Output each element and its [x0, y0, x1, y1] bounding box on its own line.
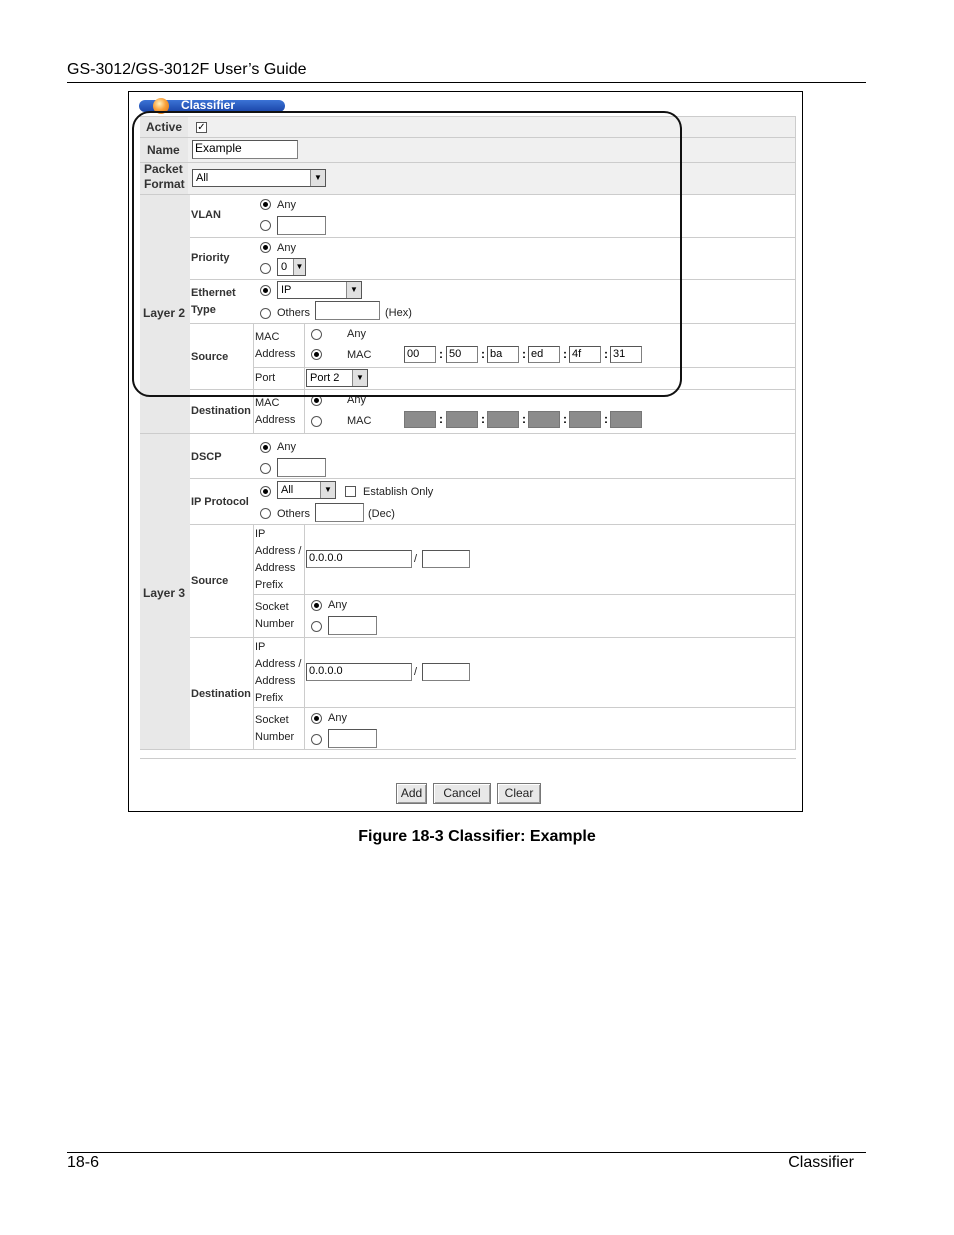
mac-separator: :: [522, 412, 526, 426]
chevron-down-icon: ▼: [346, 282, 361, 298]
l3-dst-socket-any-radio[interactable]: [311, 713, 322, 724]
grid-line: [140, 758, 796, 759]
add-button[interactable]: Add: [396, 783, 427, 804]
grid-line: [140, 433, 796, 434]
l3-dst-socket-any-label: Any: [328, 712, 347, 724]
grid-line: [795, 116, 796, 749]
l2-source-mac-label: MAC: [255, 331, 280, 343]
mac-separator: :: [439, 347, 443, 361]
dec-label: (Dec): [368, 508, 395, 520]
packet-label: Packet: [144, 162, 183, 176]
mac-separator: :: [604, 347, 608, 361]
highlight-outline: [132, 111, 682, 397]
priority-any-label: Any: [277, 242, 296, 254]
l3-src-address-label: Address /: [255, 545, 302, 557]
establish-only-checkbox[interactable]: [345, 486, 356, 497]
mac-separator: :: [481, 347, 485, 361]
footer-chapter: Classifier: [788, 1154, 854, 1171]
l3-src-socket-label: Socket: [255, 601, 289, 613]
l2-destination-label: Destination: [191, 405, 251, 417]
ip-protocol-label: IP Protocol: [191, 496, 249, 508]
dscp-input[interactable]: [277, 458, 326, 477]
ethernet-label: Ethernet: [191, 287, 236, 299]
footer-rule: [67, 1152, 866, 1153]
l3-src-address2-label: Address: [255, 562, 296, 574]
slash-separator: /: [414, 553, 418, 565]
l2-source-mac-text: MAC: [347, 349, 372, 361]
ip-protocol-others-radio[interactable]: [260, 508, 271, 519]
active-label: Active: [146, 120, 183, 134]
active-checkbox[interactable]: ✓: [197, 122, 206, 133]
l3-src-ip-input[interactable]: 0.0.0.0: [306, 550, 412, 568]
chevron-down-icon: ▼: [310, 170, 325, 186]
dst-mac-octet-2[interactable]: [446, 411, 478, 428]
l3-destination-label: Destination: [191, 688, 251, 700]
src-mac-octet-5[interactable]: 4f: [569, 346, 601, 363]
vlan-any-label: Any: [277, 199, 296, 211]
footer-page-number: 18-6: [67, 1154, 100, 1171]
grid-line: [253, 594, 796, 595]
dst-mac-octet-6[interactable]: [610, 411, 642, 428]
ip-protocol-value: All: [281, 484, 294, 496]
l3-dst-address-label: Address /: [255, 658, 302, 670]
mac-separator: :: [481, 412, 485, 426]
l3-src-socket-input[interactable]: [328, 616, 377, 635]
ip-protocol-others-input[interactable]: [315, 503, 364, 522]
clear-button[interactable]: Clear: [497, 783, 541, 804]
name-input[interactable]: Example: [192, 140, 298, 159]
chevron-down-icon: ▼: [352, 370, 367, 386]
l2-dest-mac-label: MAC: [255, 397, 280, 409]
dst-mac-octet-3[interactable]: [487, 411, 519, 428]
priority-value: 0: [281, 261, 288, 273]
type-label: Type: [191, 304, 216, 316]
l2-dest-address-label: Address: [255, 414, 296, 426]
grid-line: [253, 707, 796, 708]
l3-src-socket-any-label: Any: [328, 599, 347, 611]
ip-protocol-select[interactable]: [277, 481, 336, 499]
l2-source-address-label: Address: [255, 348, 296, 360]
l3-dst-prefix-input[interactable]: [422, 663, 470, 681]
grid-line: [190, 637, 796, 638]
chevron-down-icon: ▼: [320, 482, 335, 498]
l3-src-socket-value-radio[interactable]: [311, 621, 322, 632]
l3-dst-ip-input[interactable]: 0.0.0.0: [306, 663, 412, 681]
dst-mac-octet-1[interactable]: [404, 411, 436, 428]
src-mac-octet-6[interactable]: 31: [610, 346, 642, 363]
grid-line: [190, 478, 796, 479]
ethernet-others-label: Others: [277, 307, 311, 319]
l3-dst-ip-label: IP: [255, 641, 266, 653]
l2-dest-any-label: Any: [347, 394, 366, 406]
port-label: Port: [255, 372, 276, 384]
l2-dest-mac-text: MAC: [347, 415, 372, 427]
l3-src-number-label: Number: [255, 618, 295, 630]
ethernet-type-value: IP: [281, 284, 292, 296]
vlan-label: VLAN: [191, 209, 221, 221]
l3-dst-socket-input[interactable]: [328, 729, 377, 748]
grid-line: [253, 524, 254, 749]
cancel-button[interactable]: Cancel: [433, 783, 491, 804]
l3-dst-address2-label: Address: [255, 675, 296, 687]
slash-separator: /: [414, 666, 418, 678]
dscp-any-label: Any: [277, 441, 296, 453]
l2-source-label: Source: [191, 351, 229, 363]
header-rule: [67, 82, 866, 83]
src-mac-octet-1[interactable]: 00: [404, 346, 436, 363]
mac-separator: :: [439, 412, 443, 426]
name-label: Name: [147, 143, 180, 157]
packet-format-value: All: [196, 172, 209, 184]
header-title: GS-3012/GS-3012F User’s Guide: [67, 61, 307, 78]
dst-mac-octet-4[interactable]: [528, 411, 560, 428]
dscp-label: DSCP: [191, 451, 222, 463]
format-label: Format: [144, 177, 185, 191]
mac-separator: :: [604, 412, 608, 426]
l3-src-prefix-input[interactable]: [422, 550, 470, 568]
l3-src-socket-any-radio[interactable]: [311, 600, 322, 611]
l3-source-label: Source: [191, 575, 229, 587]
grid-line: [140, 749, 796, 750]
port-value: Port 2: [310, 372, 340, 384]
src-mac-octet-4[interactable]: ed: [528, 346, 560, 363]
l2-source-any-label: Any: [347, 328, 366, 340]
ip-protocol-others-label: Others: [277, 508, 311, 520]
chevron-down-icon: ▼: [293, 259, 305, 275]
dst-mac-octet-5[interactable]: [569, 411, 601, 428]
mac-separator: :: [522, 347, 526, 361]
layer2-label: Layer 2: [143, 306, 186, 320]
l3-dst-prefix-label: Prefix: [255, 692, 284, 704]
priority-label: Priority: [191, 252, 230, 264]
l2-dest-mac-radio[interactable]: [311, 416, 322, 427]
l3-dst-socket-value-radio[interactable]: [311, 734, 322, 745]
grid-line: [304, 524, 305, 749]
panel-title: Classifier: [181, 98, 236, 112]
mac-separator: :: [563, 347, 567, 361]
l3-src-prefix-label: Prefix: [255, 579, 284, 591]
dscp-value-radio[interactable]: [260, 463, 271, 474]
ip-protocol-radio[interactable]: [260, 486, 271, 497]
hex-label: (Hex): [385, 307, 412, 319]
grid-line: [190, 524, 796, 525]
l3-dst-socket-label: Socket: [255, 714, 289, 726]
l3-src-ip-label: IP: [255, 528, 266, 540]
mac-separator: :: [563, 412, 567, 426]
src-mac-octet-2[interactable]: 50: [446, 346, 478, 363]
establish-only-label: Establish Only: [363, 486, 434, 498]
dscp-any-radio[interactable]: [260, 442, 271, 453]
layer3-label: Layer 3: [143, 586, 186, 600]
l3-dst-number-label: Number: [255, 731, 295, 743]
figure-caption: Figure 18-3 Classifier: Example: [358, 828, 596, 845]
src-mac-octet-3[interactable]: ba: [487, 346, 519, 363]
